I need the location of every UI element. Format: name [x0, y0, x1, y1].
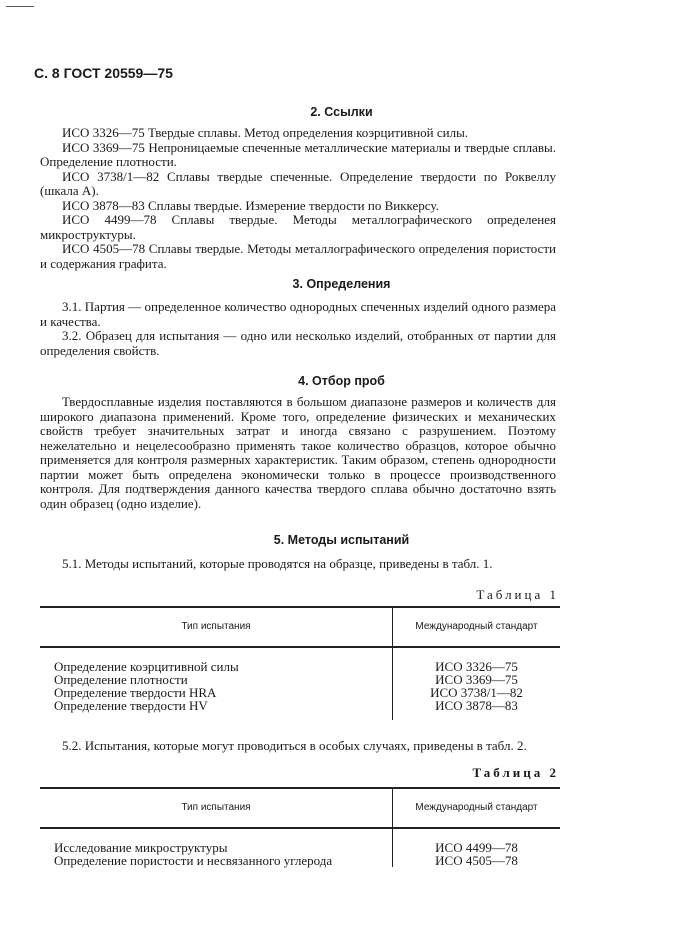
section-2-title: 2. Ссылки	[310, 105, 373, 119]
table-row	[40, 699, 560, 712]
reference-item: ИСО 3326—75 Твердые сплавы. Метод определения коэрцитивной силы.	[62, 125, 469, 140]
references-list	[40, 126, 556, 271]
table-cell: Определение плотности	[54, 672, 188, 687]
table-1-header-standard: Международный стандарт	[393, 607, 561, 647]
reference-item: ИСО 4499—78 Сплавы твердые. Методы металлографического определенея микроструктуры.	[40, 212, 556, 242]
section-3-title: 3. Определения	[292, 277, 391, 291]
methods-paragraph-2	[40, 739, 556, 754]
table-row	[40, 647, 560, 673]
corner-mark	[6, 6, 34, 7]
table-1-header-test-type: Тип испытания	[40, 607, 393, 647]
definition-3-2: 3.2. Образец для испытания — одно или несколько изделий, отобранных от партии для определения свойств.	[40, 328, 556, 358]
reference-item: ИСО 3369—75 Непроницаемые спеченные металлические материалы и твердые сплавы. Определение плотности.	[40, 139, 556, 169]
section-4-title: 4. Отбор проб	[298, 374, 385, 388]
table-cell: Определение твердости HV	[54, 698, 208, 713]
reference-item: ИСО 3878—83 Сплавы твердые. Измерение твердости по Виккерсу.	[62, 197, 439, 213]
definition-3-1: 3.1. Партия — определенное количество однородных спеченных изделий одного размера и качества.	[40, 299, 556, 329]
table-1-caption: Таблица 1	[476, 587, 559, 602]
reference-item: ИСО 4505—78 Сплавы твердые. Методы металлографического определения пористости и содержания графита.	[40, 241, 556, 271]
table-cell: Определение коэрцитивной силы	[54, 659, 239, 674]
table-2	[40, 787, 560, 867]
table-cell: ИСО 3738/1—82	[393, 686, 561, 699]
table-cell: Определение твердости HRA	[54, 685, 217, 700]
section-5-title: 5. Методы испытаний	[273, 533, 410, 547]
table-cell: ИСО 3369—75	[393, 673, 561, 686]
table-2-header-test-type: Тип испытания	[40, 788, 393, 828]
table-cell: ИСО 4499—78	[393, 828, 561, 854]
table-row	[40, 854, 560, 867]
definitions-block	[40, 300, 556, 358]
page-header: С. 8 ГОСТ 20559—75	[34, 65, 173, 81]
table-cell: Определение пористости и несвязанного углерода	[54, 853, 333, 868]
table-row	[40, 828, 560, 854]
methods-paragraph-1	[40, 557, 556, 572]
table-2-header-standard: Международный стандарт	[393, 788, 561, 828]
sampling-block	[40, 395, 556, 511]
reference-item: ИСО 3738/1—82 Сплавы твердые спеченные. Определение твердости по Роквеллу (шкала А).	[40, 168, 556, 198]
sampling-paragraph: Твердосплавные изделия поставляются в большом диапазоне размеров и количеств для широкого диапазона применений. Кроме того, определение физических и механических свойств требует значительных затрат и иногда связано с разрушением. Поэтому нежелательно и нецелесообразно применять такое количество образцов, которое обычно применяется для контроля размерных характеристик. Таким образом, степень однородности партии может быть определена экономически только в процессе производственного контроля. Для подтверждения данного качества твердого сплава обычно достаточно взять один образец (одно изделие).	[40, 394, 556, 511]
table-cell: ИСО 4505—78	[393, 854, 561, 867]
table-2-caption: Таблица 2	[472, 765, 559, 780]
table-cell: ИСО 3878—83	[393, 699, 561, 712]
table-cell: ИСО 3326—75	[393, 647, 561, 673]
table-cell: Исследование микроструктуры	[54, 840, 228, 855]
table-1	[40, 606, 560, 720]
paragraph-5-1: 5.1. Методы испытаний, которые проводятся на образце, приведены в табл. 1.	[62, 556, 493, 571]
paragraph-5-2: 5.2. Испытания, которые могут проводиться в особых случаях, приведены в табл. 2.	[62, 738, 527, 753]
